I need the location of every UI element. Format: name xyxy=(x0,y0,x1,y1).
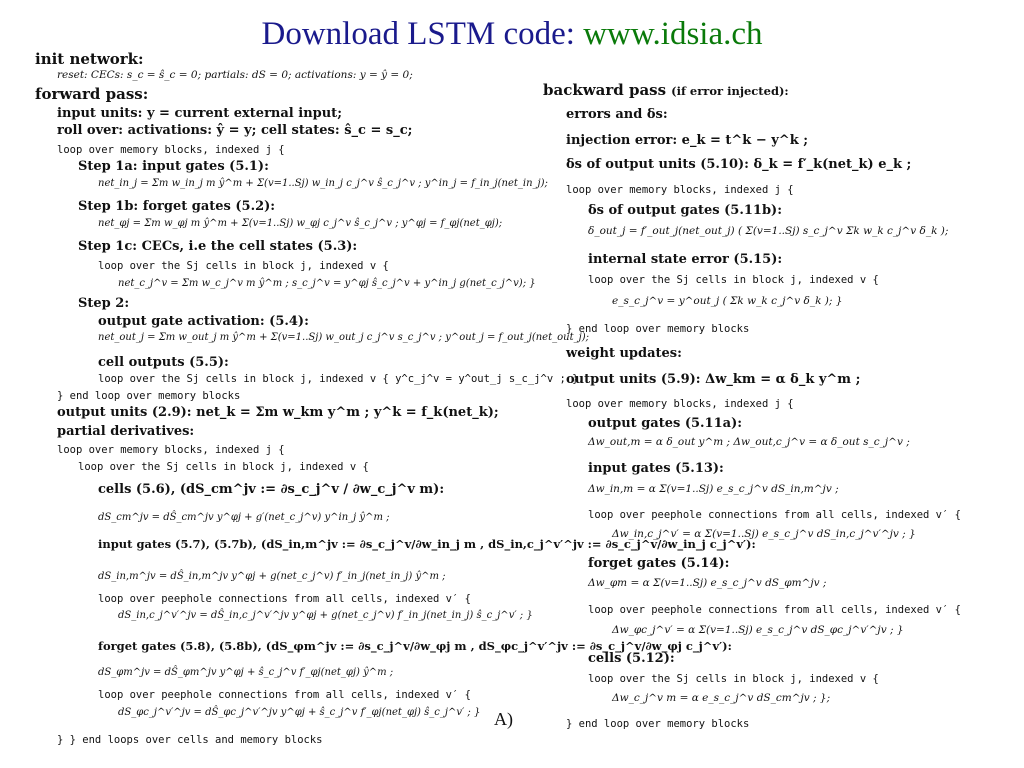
init-network-heading: init network: xyxy=(35,50,144,68)
input-gates-5-13-heading: input gates (5.13): xyxy=(588,461,724,476)
eq-peephole-2: dS_φc_j^v′^jv = dŜ_φc_j^v′^jv y^φj + ŝ_c_j^v f′_φj(net_φj) ŝ_c_j^v′ ; } xyxy=(118,707,481,718)
output-gates-5-11a-heading: output gates (5.11a): xyxy=(588,416,743,431)
weight-updates-heading: weight updates: xyxy=(566,346,682,361)
end-loop-line: } end loop over memory blocks xyxy=(57,390,241,402)
delta-output-gates-heading: δs of output gates (5.11b): xyxy=(588,203,782,218)
eq-cec: net_c_j^v = Σm w_c_j^v m ŷ^m ; s_c_j^v = y^φj ŝ_c_j^v + y^in_j g(net_c_j^v); } xyxy=(118,278,536,289)
loop-blocks-backward: loop over memory blocks, indexed j { xyxy=(566,184,794,196)
page-title xyxy=(0,16,1024,53)
eq-dw-output-gates: Δw_out,m = α δ_out y^m ; Δw_out,c_j^v = α δ_out s_c_j^v ; xyxy=(588,436,910,448)
eq-peephole-1: dS_in,c_j^v′^jv = dŜ_in,c_j^v′^jv y^φj + g(net_c_j^v) f′_in_j(net_in_j) ŝ_c_j^v′ ; } xyxy=(118,610,533,621)
eq-dw-forget-peephole: Δw_φc_j^v′ = α Σ(v=1..Sj) e_s_c_j^v dS_φc_j^v′^jv ; } xyxy=(612,624,904,636)
backward-pass-label: backward pass xyxy=(543,81,667,99)
output-gate-activation-heading: output gate activation: (5.4): xyxy=(98,314,309,329)
eq-dw-input-peephole: Δw_in,c_j^v′ = α Σ(v=1..Sj) e_s_c_j^v dS_in,c_j^v′^jv ; } xyxy=(612,528,916,540)
forget-gates-5-8-heading: forget gates (5.8), (5.8b), (dS_φm^jv := ∂s_c_j^v/∂w_φj m , dS_φc_j^v′^jv := ∂s_c_j^v/∂w_φj c_j^v′): xyxy=(98,639,732,653)
eq-output-gate: net_out_j = Σm w_out_j m ŷ^m + Σ(v=1..Sj) w_out_j c_j^v s_c_j^v ; y^out_j = f_out_j(net_out_j); xyxy=(98,332,589,343)
roll-over-line: roll over: activations: ŷ = y; cell states: ŝ_c = s_c; xyxy=(57,123,413,138)
loop-peephole-backward-1: loop over peephole connections from all cells, indexed v′ { xyxy=(588,509,961,521)
loop-blocks-line-2: loop over memory blocks, indexed j { xyxy=(57,444,285,456)
loop-cells-line-2: loop over the Sj cells in block j, indexed v { xyxy=(78,461,369,473)
eq-dw-input-gates: Δw_in,m = α Σ(v=1..Sj) e_s_c_j^v dS_in,m^jv ; xyxy=(588,483,839,495)
eq-input-gates-5-7: dS_in,m^jv = dŜ_in,m^jv y^φj + g(net_c_j^v) f′_in_j(net_in_j) ŷ^m ; xyxy=(98,571,446,582)
eq-internal-state-error: e_s_c_j^v = y^out_j ( Σk w_k c_j^v δ_k ); } xyxy=(612,295,843,307)
cells-5-6-heading: cells (5.6), (dS_cm^jv := ∂s_c_j^v / ∂w_c_j^v m): xyxy=(98,482,445,497)
forward-pass-heading: forward pass: xyxy=(35,85,149,103)
output-units-line: output units (2.9): net_k = Σm w_km y^m ; y^k = f_k(net_k); xyxy=(57,405,499,420)
input-units-line: input units: y = current external input; xyxy=(57,106,342,121)
end-loop-backward-2: } end loop over memory blocks xyxy=(566,718,750,730)
eq-cells-5-6: dS_cm^jv = dŜ_cm^jv y^φj + g′(net_c_j^v) y^in_j ŷ^m ; xyxy=(98,512,390,523)
end-loop-backward: } end loop over memory blocks xyxy=(566,323,750,335)
title-prefix: Download LSTM code: xyxy=(261,16,584,52)
eq-dw-cells: Δw_c_j^v m = α e_s_c_j^v dS_cm^jv ; }; xyxy=(612,692,831,704)
loop-cells-backward: loop over the Sj cells in block j, indexed v { xyxy=(588,274,879,286)
loop-peephole-line-2: loop over peephole connections from all cells, indexed v′ { xyxy=(98,689,471,701)
figure-marker: A) xyxy=(494,709,513,729)
step-1c-heading: Step 1c: CECs, i.e the cell states (5.3): xyxy=(78,239,358,254)
forget-gates-5-14-heading: forget gates (5.14): xyxy=(588,556,730,571)
input-gates-5-7-heading: input gates (5.7), (5.7b), (dS_in,m^jv := ∂s_c_j^v/∂w_in_j m , dS_in,c_j^v′^jv := ∂s_c_j^v/∂w_in_j c_j^v′): xyxy=(98,537,756,551)
loop-cells-line: loop over the Sj cells in block j, indexed v { xyxy=(98,260,389,272)
loop-blocks-backward-2: loop over memory blocks, indexed j { xyxy=(566,398,794,410)
end-loops-line: } } end loops over cells and memory blocks xyxy=(57,734,323,746)
loop-peephole-backward-2: loop over peephole connections from all cells, indexed v′ { xyxy=(588,604,961,616)
loop-peephole-line-1: loop over peephole connections from all cells, indexed v′ { xyxy=(98,593,471,605)
backward-pass-heading xyxy=(543,82,789,98)
step-1b-heading: Step 1b: forget gates (5.2): xyxy=(78,199,276,214)
if-error-label: (if error injected): xyxy=(671,84,789,98)
loop-cells-backward-2: loop over the Sj cells in block j, indexed v { xyxy=(588,673,879,685)
eq-forget-gate: net_φj = Σm w_φj m ŷ^m + Σ(v=1..Sj) w_φj c_j^v ŝ_c_j^v ; y^φj = f_φj(net_φj); xyxy=(98,218,503,229)
injection-error-line: injection error: e_k = t^k − y^k ; xyxy=(566,133,809,148)
eq-forget-gates-5-8: dS_φm^jv = dŜ_φm^jv y^φj + ŝ_c_j^v f′_φj(net_φj) ŷ^m ; xyxy=(98,667,394,678)
eq-delta-output-gates: δ_out_j = f′_out_j(net_out_j) ( Σ(v=1..Sj) s_c_j^v Σk w_k c_j^v δ_k ); xyxy=(588,225,949,237)
eq-dw-forget-gates: Δw_φm = α Σ(v=1..Sj) e_s_c_j^v dS_φm^jv ; xyxy=(588,577,827,589)
eq-input-gate: net_in_j = Σm w_in_j m ŷ^m + Σ(v=1..Sj) w_in_j c_j^v ŝ_c_j^v ; y^in_j = f_in_j(net_in_j); xyxy=(98,178,548,189)
title-url-link[interactable]: www.idsia.ch xyxy=(583,16,763,52)
errors-deltas-heading: errors and δs: xyxy=(566,107,668,122)
step-1a-heading: Step 1a: input gates (5.1): xyxy=(78,159,269,174)
eq-cell-outputs: loop over the Sj cells in block j, indexed v { y^c_j^v = y^out_j s_c_j^v ; } xyxy=(98,373,579,385)
reset-line: reset: CECs: s_c = ŝ_c = 0; partials: dS = 0; activations: y = ŷ = 0; xyxy=(57,69,413,81)
cells-5-12-heading: cells (5.12): xyxy=(588,651,675,666)
output-units-5-9-line: output units (5.9): Δw_km = α δ_k y^m ; xyxy=(566,372,861,387)
internal-state-error-heading: internal state error (5.15): xyxy=(588,252,783,267)
partial-derivatives-heading: partial derivatives: xyxy=(57,424,195,439)
step-2-heading: Step 2: xyxy=(78,296,130,311)
loop-blocks-line: loop over memory blocks, indexed j { xyxy=(57,144,285,156)
cell-outputs-heading: cell outputs (5.5): xyxy=(98,355,229,370)
delta-output-units-line: δs of output units (5.10): δ_k = f′_k(net_k) e_k ; xyxy=(566,157,912,172)
